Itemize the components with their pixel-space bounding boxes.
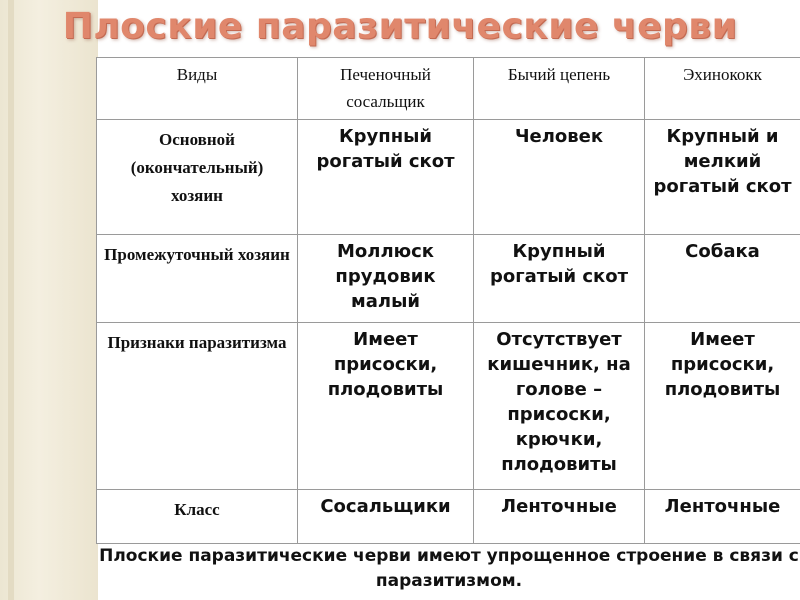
table-row	[97, 120, 800, 235]
row-label-intermediate-host: Промежуточный хозяин	[97, 235, 298, 323]
table-cell: Крупный и мелкий рогатый скот	[645, 120, 800, 235]
table-cell: Собака	[645, 235, 800, 323]
row-label-parasitism-signs: Признаки паразитизма	[97, 323, 298, 490]
table-cell: Отсутствует кишечник, на голове – присоски, крючки, плодовиты	[474, 323, 645, 490]
table-cell: Крупный рогатый скот	[298, 120, 474, 235]
header-cell-types: Виды	[97, 58, 298, 120]
table-cell: Ленточные	[645, 490, 800, 544]
header-cell-beef-tapeworm: Бычий цепень	[474, 58, 645, 120]
table-cell: Имеет присоски, плодовиты	[298, 323, 474, 490]
parasitic-worms-table	[96, 57, 800, 544]
table-cell: Человек	[474, 120, 645, 235]
header-cell-echinococcus: Эхинококк	[645, 58, 800, 120]
row-label-primary-host: Основной (окончательный) хозяин	[97, 120, 298, 235]
footer-note: Плоские паразитические черви имеют упрощенное строение в связи с паразитизмом.	[99, 546, 799, 591]
page-title: Плоские паразитические черви	[62, 6, 738, 47]
table-row	[97, 235, 800, 323]
table-cell: Сосальщики	[298, 490, 474, 544]
table-row	[97, 490, 800, 544]
header-cell-liver-fluke: Печеночный сосальщик	[298, 58, 474, 120]
table-cell: Ленточные	[474, 490, 645, 544]
row-label-class: Класс	[97, 490, 298, 544]
decorative-stripe	[8, 0, 14, 600]
table-row	[97, 323, 800, 490]
table-cell: Крупный рогатый скот	[474, 235, 645, 323]
decorative-side-panel	[0, 0, 98, 600]
table-cell: Имеет присоски, плодовиты	[645, 323, 800, 490]
table-header-row	[97, 58, 800, 120]
table-cell: Моллюск прудовик малый	[298, 235, 474, 323]
